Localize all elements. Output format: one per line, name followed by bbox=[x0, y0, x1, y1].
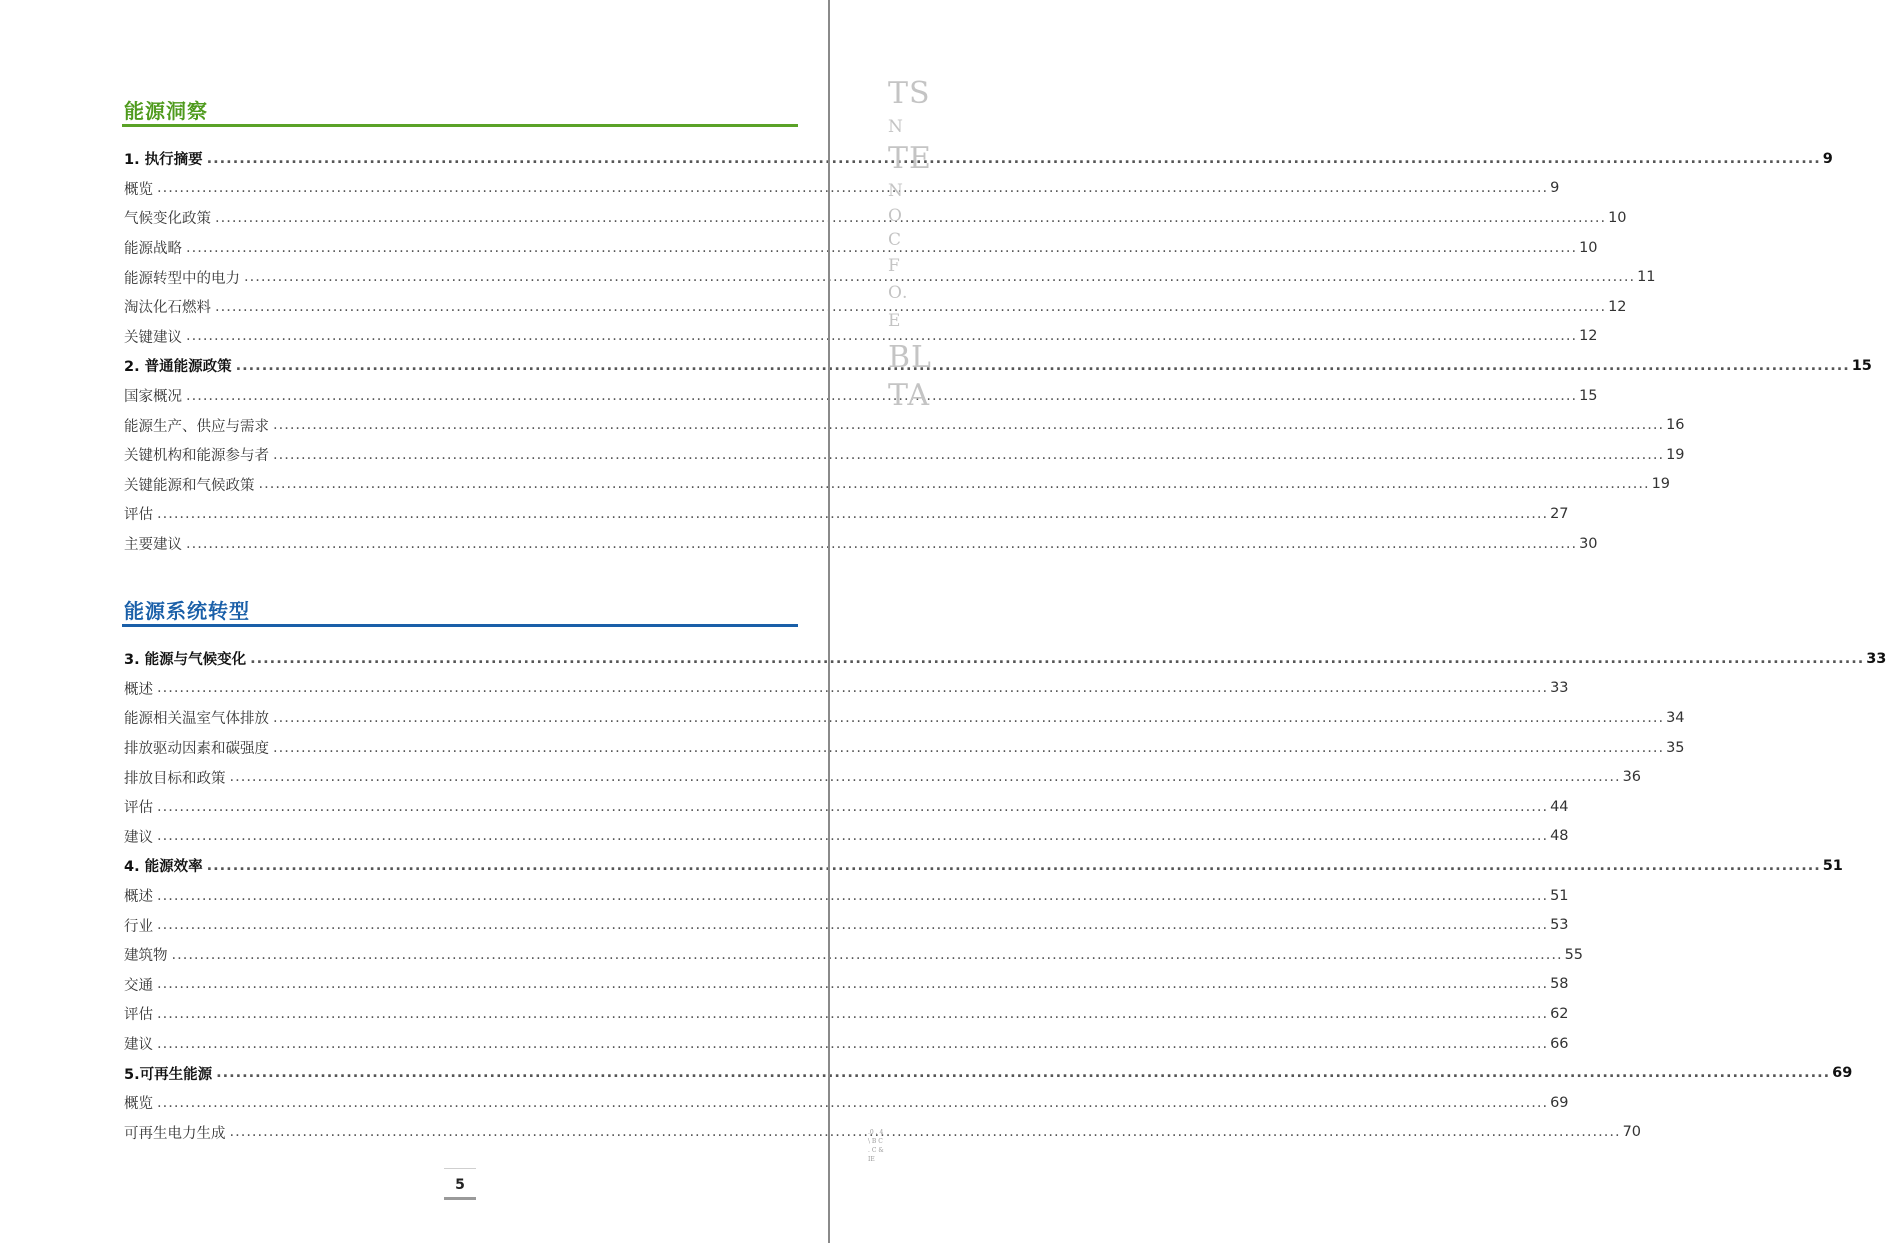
toc-entry-label: 气候变化政策 bbox=[124, 211, 211, 228]
toc-entry-label: 概述 bbox=[124, 681, 153, 698]
toc-entry[interactable] bbox=[124, 410, 1685, 440]
toc-entry-label: 建筑物 bbox=[124, 948, 168, 965]
toc-entry-label: 建议 bbox=[124, 1037, 153, 1054]
toc-dot-leader bbox=[157, 917, 1548, 933]
toc-entry-page-number: 27 bbox=[1550, 505, 1569, 522]
toc-dot-leader bbox=[236, 358, 1850, 374]
toc-entry-page-number: 48 bbox=[1550, 828, 1569, 845]
toc-entry-page-number: 55 bbox=[1564, 946, 1584, 963]
toc-entry[interactable] bbox=[124, 203, 1627, 233]
page-number-rule-bottom bbox=[444, 1197, 476, 1200]
toc-entry[interactable] bbox=[124, 999, 1569, 1029]
toc-entry-page-number: 66 bbox=[1550, 1035, 1569, 1052]
toc-entry[interactable] bbox=[124, 762, 1642, 792]
sidebar-fragment: BL bbox=[888, 340, 932, 375]
toc-dot-leader bbox=[273, 447, 1664, 463]
toc-chapter-entry[interactable] bbox=[124, 1058, 1853, 1088]
toc-entry-page-number: 12 bbox=[1579, 328, 1598, 345]
sidebar-fragment: N bbox=[888, 117, 904, 137]
toc-entry-label: 关键能源和气候政策 bbox=[124, 477, 255, 494]
toc-entry[interactable] bbox=[124, 822, 1569, 852]
toc-entry[interactable] bbox=[124, 262, 1656, 292]
toc-entry-page-number: 34 bbox=[1666, 709, 1685, 726]
page-number-rule-top bbox=[444, 1168, 476, 1169]
toc-entry[interactable] bbox=[124, 322, 1598, 352]
toc-entry[interactable] bbox=[124, 910, 1569, 940]
toc-entry-page-number: 15 bbox=[1851, 357, 1872, 374]
toc-entry-page-number: 33 bbox=[1550, 680, 1569, 697]
toc-dot-leader bbox=[172, 947, 1563, 963]
sidebar-fragment: O. bbox=[888, 283, 909, 303]
toc-entry[interactable] bbox=[124, 529, 1598, 559]
toc-entry-page-number: 12 bbox=[1608, 298, 1627, 315]
toc-entry[interactable] bbox=[124, 940, 1584, 970]
toc-entry-label: 能源相关温室气体排放 bbox=[124, 711, 269, 728]
toc-entry-page-number: 53 bbox=[1550, 917, 1569, 934]
toc-entry-label: 排放驱动因素和碳强度 bbox=[124, 741, 269, 758]
toc-dot-leader bbox=[157, 828, 1548, 844]
toc-entry[interactable] bbox=[124, 881, 1569, 911]
toc-entry-page-number: 9 bbox=[1550, 180, 1560, 197]
toc-entry-label: 概览 bbox=[124, 181, 153, 198]
toc-dot-leader bbox=[215, 299, 1606, 315]
toc-dot-leader bbox=[186, 328, 1577, 344]
toc-entry-page-number: 36 bbox=[1622, 769, 1642, 786]
toc-entry[interactable] bbox=[124, 1029, 1569, 1059]
toc-entry[interactable] bbox=[124, 499, 1569, 529]
toc-dot-leader bbox=[273, 417, 1664, 433]
toc-entry[interactable] bbox=[124, 674, 1569, 704]
toc-entry-page-number: 11 bbox=[1637, 269, 1656, 286]
toc-entry-label: 建议 bbox=[124, 829, 153, 846]
toc-dot-leader bbox=[273, 710, 1664, 726]
toc-entry-label: 5.可再生能源 bbox=[124, 1066, 213, 1083]
toc-entry-page-number: 44 bbox=[1550, 798, 1569, 815]
toc-dot-leader bbox=[207, 858, 1821, 874]
toc-entry-label: 评估 bbox=[124, 507, 153, 524]
toc-entry-page-number: 51 bbox=[1822, 857, 1843, 874]
toc-entry[interactable] bbox=[124, 292, 1627, 322]
toc-entry-label: 交通 bbox=[124, 977, 153, 994]
toc-entry-label: 能源生产、供应与需求 bbox=[124, 418, 269, 435]
toc-entry[interactable] bbox=[124, 233, 1598, 263]
page-edge-divider bbox=[828, 0, 830, 1243]
page-number: 5 bbox=[455, 1177, 465, 1193]
toc-entry-label: 排放目标和政策 bbox=[124, 770, 226, 787]
toc-entry-label: 能源转型中的电力 bbox=[124, 270, 240, 287]
toc-entry-page-number: 16 bbox=[1666, 417, 1685, 434]
toc-dot-leader bbox=[216, 1065, 1830, 1081]
toc-entry-label: 关键建议 bbox=[124, 329, 182, 346]
toc-entry-page-number: 19 bbox=[1651, 476, 1671, 493]
toc-dot-leader bbox=[157, 888, 1548, 904]
toc-entry-label: 主要建议 bbox=[124, 537, 182, 554]
toc-dot-leader bbox=[157, 1036, 1548, 1052]
sidebar-fragment: O bbox=[888, 206, 903, 226]
toc-dot-leader bbox=[230, 1124, 1621, 1140]
sidebar-fragment: C bbox=[888, 230, 903, 250]
toc-entry-label: 概览 bbox=[124, 1096, 153, 1113]
toc-entry-page-number: 10 bbox=[1608, 209, 1627, 226]
toc-dot-leader bbox=[207, 151, 1821, 167]
toc-entry-page-number: 9 bbox=[1822, 150, 1833, 167]
toc-entry[interactable] bbox=[124, 440, 1685, 470]
toc-entry-page-number: 19 bbox=[1666, 446, 1685, 463]
toc-entry[interactable] bbox=[124, 733, 1685, 763]
toc-dot-leader bbox=[157, 680, 1548, 696]
section-title-energy-system-transition: 能源系统转型 bbox=[124, 599, 250, 623]
toc-dot-leader bbox=[157, 799, 1548, 815]
toc-entry-page-number: 10 bbox=[1579, 239, 1598, 256]
sidebar-fragment: TS bbox=[888, 76, 931, 111]
sidebar-fragment: E bbox=[888, 311, 902, 331]
toc-entry[interactable] bbox=[124, 470, 1671, 500]
toc-entry-label: 3. 能源与气候变化 bbox=[124, 652, 247, 669]
toc-dot-leader bbox=[157, 180, 1548, 196]
toc-dot-leader bbox=[157, 1095, 1548, 1111]
toc-dot-leader bbox=[215, 210, 1606, 226]
toc-entry-page-number: 15 bbox=[1579, 387, 1598, 404]
toc-entry-label: 关键机构和能源参与者 bbox=[124, 448, 269, 465]
toc-entry-label: 1. 执行摘要 bbox=[124, 152, 203, 169]
toc-entry-label: 淘汰化石燃料 bbox=[124, 300, 211, 317]
section-title-energy-insights: 能源洞察 bbox=[124, 99, 208, 123]
toc-entry-page-number: 30 bbox=[1579, 535, 1598, 552]
toc-entry-label: 2. 普通能源政策 bbox=[124, 359, 232, 376]
toc-entry[interactable] bbox=[124, 1088, 1569, 1118]
toc-entry-label: 概述 bbox=[124, 889, 153, 906]
toc-entry-page-number: 33 bbox=[1866, 650, 1886, 667]
toc-chapter-entry[interactable] bbox=[124, 851, 1843, 881]
toc-entry-label: 能源战略 bbox=[124, 241, 182, 258]
toc-entry-label: 评估 bbox=[124, 1007, 153, 1024]
toc-dot-leader bbox=[230, 769, 1621, 785]
toc-dot-leader bbox=[186, 388, 1577, 404]
toc-dot-leader bbox=[250, 651, 1864, 667]
toc-entry-page-number: 69 bbox=[1550, 1094, 1569, 1111]
section-divider bbox=[122, 124, 798, 127]
toc-entry-label: 国家概况 bbox=[124, 389, 182, 406]
toc-entry[interactable] bbox=[124, 970, 1569, 1000]
toc-entry-page-number: 51 bbox=[1550, 887, 1569, 904]
sidebar-fragment: TA bbox=[888, 378, 931, 413]
toc-dot-leader bbox=[259, 476, 1650, 492]
toc-chapter-entry[interactable] bbox=[124, 644, 1886, 674]
sidebar-micro-text: .0 . 4 \ B C . C & IE bbox=[868, 1129, 884, 1163]
sidebar-fragment: TE bbox=[888, 141, 932, 176]
toc-dot-leader bbox=[186, 240, 1577, 256]
toc-entry-page-number: 69 bbox=[1832, 1065, 1853, 1082]
toc-entry-label: 4. 能源效率 bbox=[124, 859, 203, 876]
toc-entry-page-number: 35 bbox=[1666, 739, 1685, 756]
section-divider bbox=[122, 624, 798, 627]
toc-entry-page-number: 62 bbox=[1550, 1005, 1569, 1022]
toc-entry[interactable] bbox=[124, 174, 1560, 204]
sidebar-fragment: N bbox=[888, 181, 904, 201]
toc-dot-leader bbox=[273, 740, 1664, 756]
toc-entry-page-number: 58 bbox=[1550, 976, 1569, 993]
toc-dot-leader bbox=[157, 506, 1548, 522]
toc-entry-label: 行业 bbox=[124, 918, 153, 935]
toc-dot-leader bbox=[157, 976, 1548, 992]
toc-dot-leader bbox=[186, 536, 1577, 552]
toc-dot-leader bbox=[244, 269, 1635, 285]
toc-dot-leader bbox=[157, 1006, 1548, 1022]
sidebar-fragment: F bbox=[888, 256, 901, 276]
toc-entry-page-number: 70 bbox=[1622, 1124, 1642, 1141]
toc-entry[interactable] bbox=[124, 792, 1569, 822]
toc-entry-label: 评估 bbox=[124, 800, 153, 817]
toc-entry[interactable] bbox=[124, 703, 1685, 733]
toc-entry-label: 可再生电力生成 bbox=[124, 1125, 226, 1142]
